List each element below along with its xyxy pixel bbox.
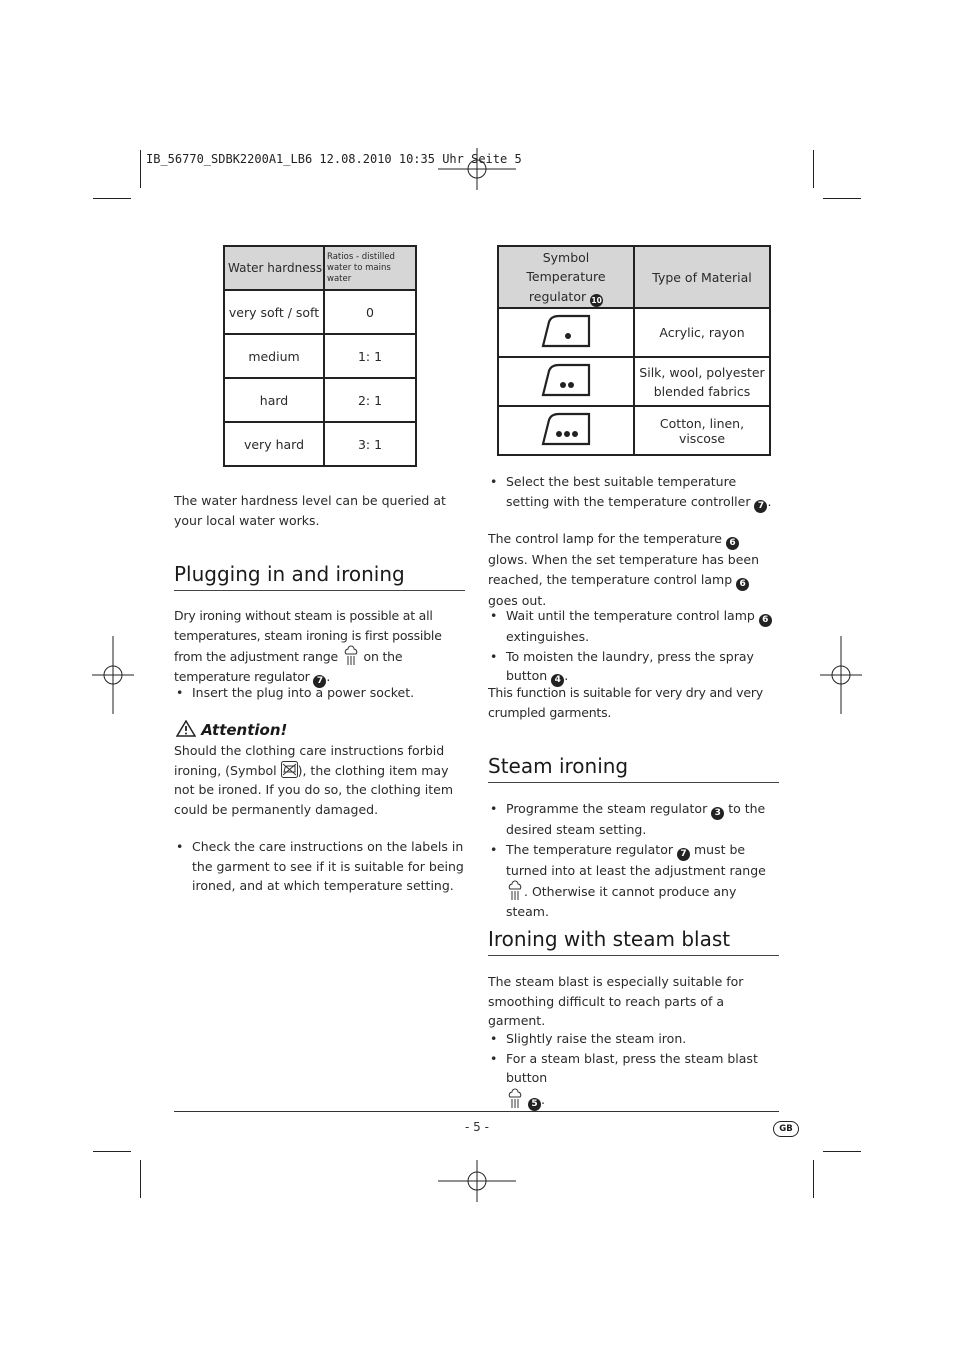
footer-rule [174, 1111, 779, 1112]
steam-range-icon [342, 645, 360, 667]
table-row: Acrylic, rayon [498, 308, 770, 357]
warning-icon [176, 720, 196, 737]
care-list [174, 837, 466, 896]
col-header-ratios: Ratios - distilled water to mains water [324, 246, 416, 290]
col-header-material: Type of Material [634, 246, 770, 308]
list-item: • To moisten the laundry, press the spray button 4 . [488, 647, 780, 688]
blast-list [488, 1029, 780, 1111]
list-item: • The temperature regulator 7 must be turned into at least the adjustment range . Otherwise it cannot produce any steam. [488, 840, 780, 922]
water-hardness-table [223, 245, 417, 467]
lamp-paragraph: The control lamp for the temperature 6 glows. When the set temperature has been reached, the temperature control lamp 6 goes out. [488, 531, 760, 608]
steam-list [488, 799, 780, 922]
table-row: medium 1: 1 [224, 334, 416, 378]
plugging-paragraph: Dry ironing without steam is possible at all temperatures, steam ironing is first possible from the adjustment range on the temperature regulator 7 . [174, 608, 442, 686]
steam-range-icon [506, 880, 524, 902]
heading-steam-blast: Ironing with steam blast [488, 927, 779, 956]
iron-three-dots-icon [541, 412, 591, 446]
temperature-table [497, 245, 771, 456]
print-header: IB_56770_SDBK2200A1_LB6 12.08.2010 10:35 Uhr Seite 5 [146, 152, 522, 166]
no-ironing-icon [281, 761, 298, 778]
list-item: • Wait until the temperature control lamp 6 extinguishes. [488, 606, 780, 647]
list-item: • Insert the plug into a power socket. [174, 683, 466, 703]
language-badge: GB [773, 1121, 799, 1137]
table-row: Silk, wool, polyester blended fabrics [498, 357, 770, 406]
blast-paragraph: The steam blast is especially suitable for smoothing difficult to reach parts of a garment. [488, 974, 744, 1028]
iron-one-dot-icon [541, 314, 591, 348]
table-row: very soft / soft 0 [224, 290, 416, 334]
col-header-symbol: Symbol Temperature regulator 10 [498, 246, 634, 308]
attention-text: Should the clothing care instructions forbid ironing, (Symbol ), the clothing item may not be ironed. If you do so, the clothing item could be permanently damaged. [174, 743, 454, 817]
list-item: • Check the care instructions on the labels in the garment to see if it is suitable for being ironed, and at which temperature setting. [174, 837, 466, 896]
table-row: very hard 3: 1 [224, 422, 416, 466]
ref-number: 7 [313, 675, 326, 688]
list-item: • Slightly raise the steam iron. [488, 1029, 780, 1049]
col-header-hardness: Water hardness [224, 246, 324, 290]
table-row: hard 2: 1 [224, 378, 416, 422]
list-item: • For a steam blast, press the steam blast button 5 . [488, 1049, 780, 1111]
table-row: Cotton, linen, viscose [498, 406, 770, 455]
heading-steam-ironing: Steam ironing [488, 754, 779, 783]
iron-two-dots-icon [541, 363, 591, 397]
page-number: - 5 - [465, 1120, 489, 1134]
lamp-list [488, 606, 780, 687]
temperature-list [488, 472, 780, 513]
attention-heading: Attention! [176, 720, 287, 739]
list-item: • Select the best suitable temperature setting with the temperature controller 7 . [488, 472, 780, 513]
water-note: The water hardness level can be queried at your local water works. [174, 493, 446, 528]
function-note: This function is suitable for very dry and very crumpled garments. [488, 685, 763, 720]
plugging-list [174, 683, 466, 703]
list-item: • Programme the steam regulator 3 to the desired steam setting. [488, 799, 780, 840]
steam-blast-icon [506, 1088, 524, 1110]
heading-plugging: Plugging in and ironing [174, 562, 465, 591]
